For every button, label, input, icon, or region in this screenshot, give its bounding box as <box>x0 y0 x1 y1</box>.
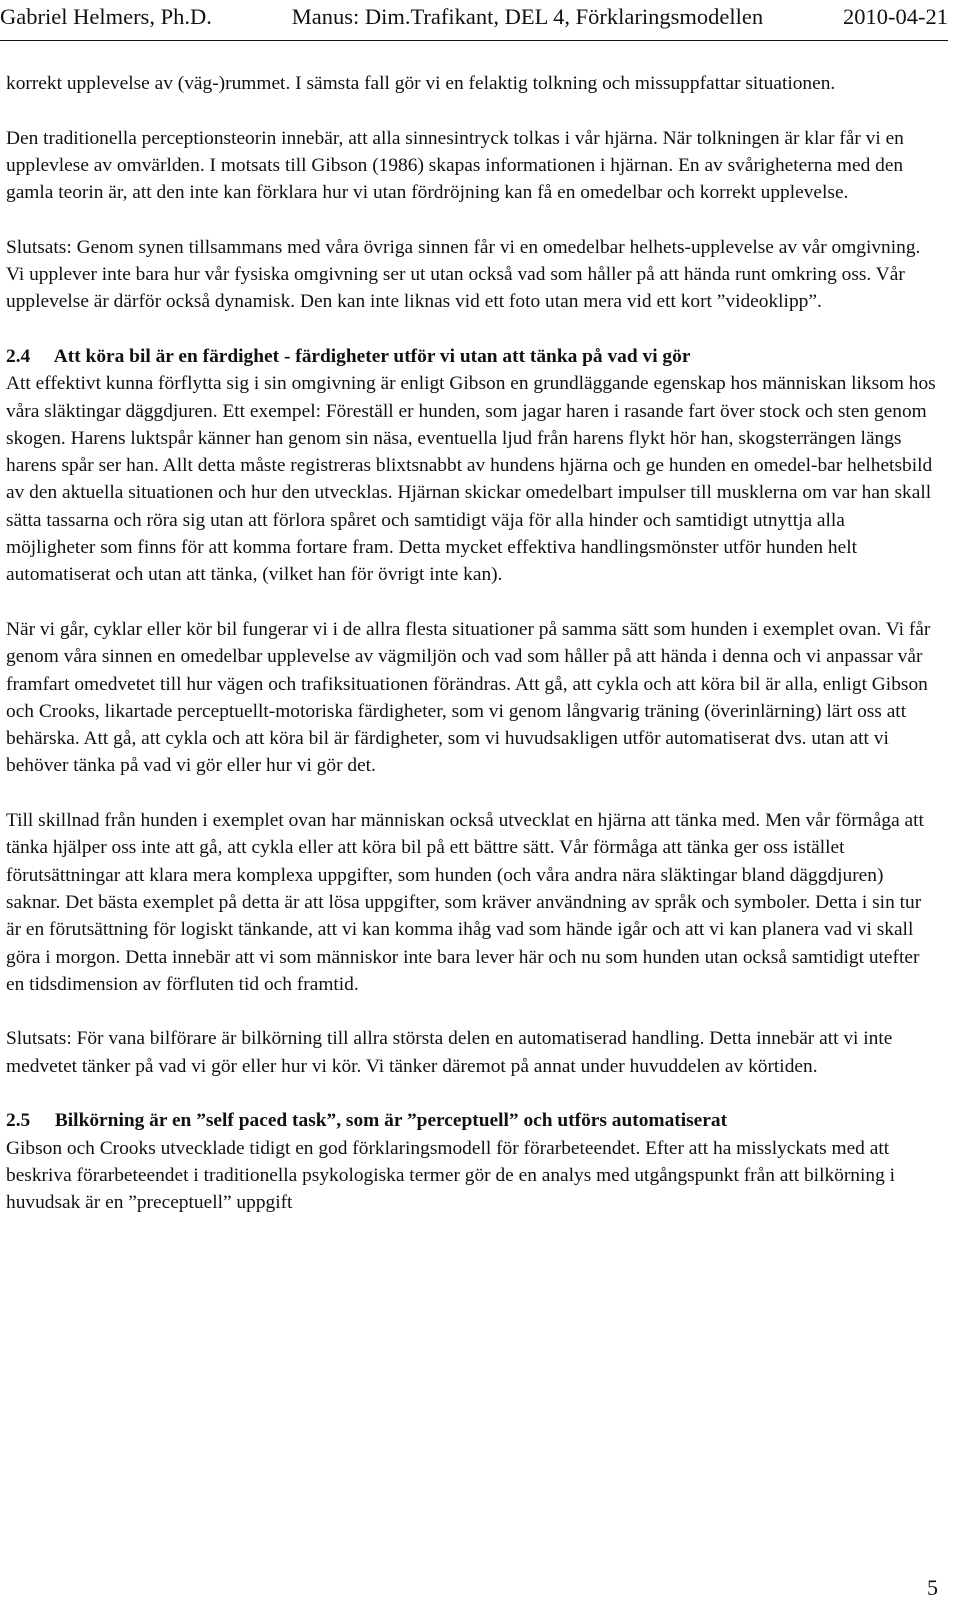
header-manuscript: Manus: Dim.Trafikant, DEL 4, Förklaringsmodellen <box>291 4 764 29</box>
paragraph: Till skillnad från hunden i exemplet ovan har människan också utvecklat en hjärna att tänka med. Men vår förmåga att tänka hjälper oss inte att gå, att cykla eller att köra bil på ett bättre sätt. Vår förmåga att tänka ger oss istället förutsättningar att klara mera komplexa uppgifter, som hunden (och våra andra nära släktingar bland däggdjuren) saknar. Det bästa exemplet på detta är att lösa uppgifter, som kräver användning av språk och symboler. Detta i sin tur är en förutsättning för logiskt tänkande, att vi kan komma ihåg vad som hände igår och att vi kan planera vad vi skall göra i morgon. Detta innebär att vi som människor inte bara lever här och nu som hunden utan också samtidigt utefter en tidsdimension av förfluten tid och framtid. <box>6 810 924 995</box>
paragraph: korrekt upplevelse av (väg-)rummet. I sämsta fall gör vi en felaktig tolkning och missuppfattar situationen. <box>6 73 836 94</box>
page-header <box>0 2 948 32</box>
paragraph: Slutsats: Genom synen tillsammans med våra övriga sinnen får vi en omedelbar helhets-upplevelse av vår omgivning. Vi upplever inte bara hur vår fysiska omgivning ser ut utan också vad som håller på att hända runt omkring oss. Vår upplevelse är därför också dynamisk. Den kan inte liknas vid ett foto utan mera vid ett kort ”videoklipp”. <box>6 236 921 313</box>
document-body <box>6 70 938 1216</box>
header-date: 2010-04-21 <box>843 4 948 29</box>
section-heading-2-5 <box>6 1107 938 1134</box>
section-title: Att köra bil är en färdighet - färdigheter utför vi utan att tänka på vad vi gör <box>53 345 691 367</box>
section-heading-2-4 <box>6 343 938 370</box>
paragraph: Att effektivt kunna förflytta sig i sin omgivning är enligt Gibson en grundläggande egenskap hos människan liksom hos våra släktingar däggdjuren. Ett exempel: Föreställ er hunden, som jagar haren i rasande fart över stock och sten genom skogen. Harens luktspår känner han genom sin näsa, eventuella ljud från harens flykt hör han, skogsterrängen längs harens spår ser han. Allt detta måste registreras blixtsnabbt av hundens hjärna och ge hunden en omedel-bar helhetsbild av den aktuella situationen och hur den utvecklas. Hjärnan skickar omedelbart impulser till musklerna om var han skall sätta tassarna och röra sig utan att förlora spåret och samtidigt väja för alla hinder och samtidigt utnyttja alla möjligheter som finns för att komma fortare fram. Detta mycket effektiva handlingsmönster utför hunden helt automatiserat och utan att tänka, (vilket han för övrigt inte kan). <box>6 373 936 586</box>
paragraph: Den traditionella perceptionsteorin innebär, att alla sinnesintryck tolkas i vår hjärna. När tolkningen är klar får vi en upplevlese av omvärlden. I motsats till Gibson (1986) skapas informationen i hjärnan. En av svårigheterna med den gamla teorin är, att den inte kan förklara hur vi utan fördröjning kan få en omedelbar och korrekt upplevelse. <box>6 127 904 204</box>
paragraph: När vi går, cyklar eller kör bil fungerar vi i de allra flesta situationer på samma sätt som hunden i exemplet ovan. Vi får genom våra sinnen en omedelbar upplevelse av vägmiljön och vad som håller på att hända i denna och vi anpassar vår framfart omedvetet till hur vägen och trafiksituationen förändras. Att gå, att cykla och att köra bil är alla, enligt Gibson och Crooks, likartade perceptuellt-motoriska färdigheter, som vi genom långvarig träning (överinlärning) lärt oss att behärska. Att gå, att cykla och att köra bil är färdigheter, som vi huvudsakligen utför automatiserat dvs. utan att vi behöver tänka på vad vi gör eller hur vi gör det. <box>6 618 931 777</box>
section-title: Bilkörning är en ”self paced task”, som är ”perceptuell” och utförs automatiserat <box>54 1110 728 1132</box>
paragraph: Slutsats: För vana bilförare är bilkörning till allra största delen en automatiserad handling. Detta innebär att vi inte medvetet tänker på vad vi gör eller hur vi kör. Vi tänker däremot på annat under huvuddelen av körtiden. <box>6 1028 893 1077</box>
paragraph: Gibson och Crooks utvecklade tidigt en god förklaringsmodell för förarbeteendet. Efter att ha misslyckats med att beskriva förarbeteendet i traditionella psykologiska termer gör de en analys med utgångspunkt från att bilkörning i huvudsak är en ”preceptuell” uppgift <box>6 1137 896 1214</box>
header-rule <box>0 40 948 41</box>
page-number: 5 <box>927 1575 938 1600</box>
header-author: Gabriel Helmers, Ph.D. <box>0 4 212 29</box>
section-number: 2.5 <box>6 1110 31 1132</box>
section-number: 2.4 <box>6 345 31 367</box>
